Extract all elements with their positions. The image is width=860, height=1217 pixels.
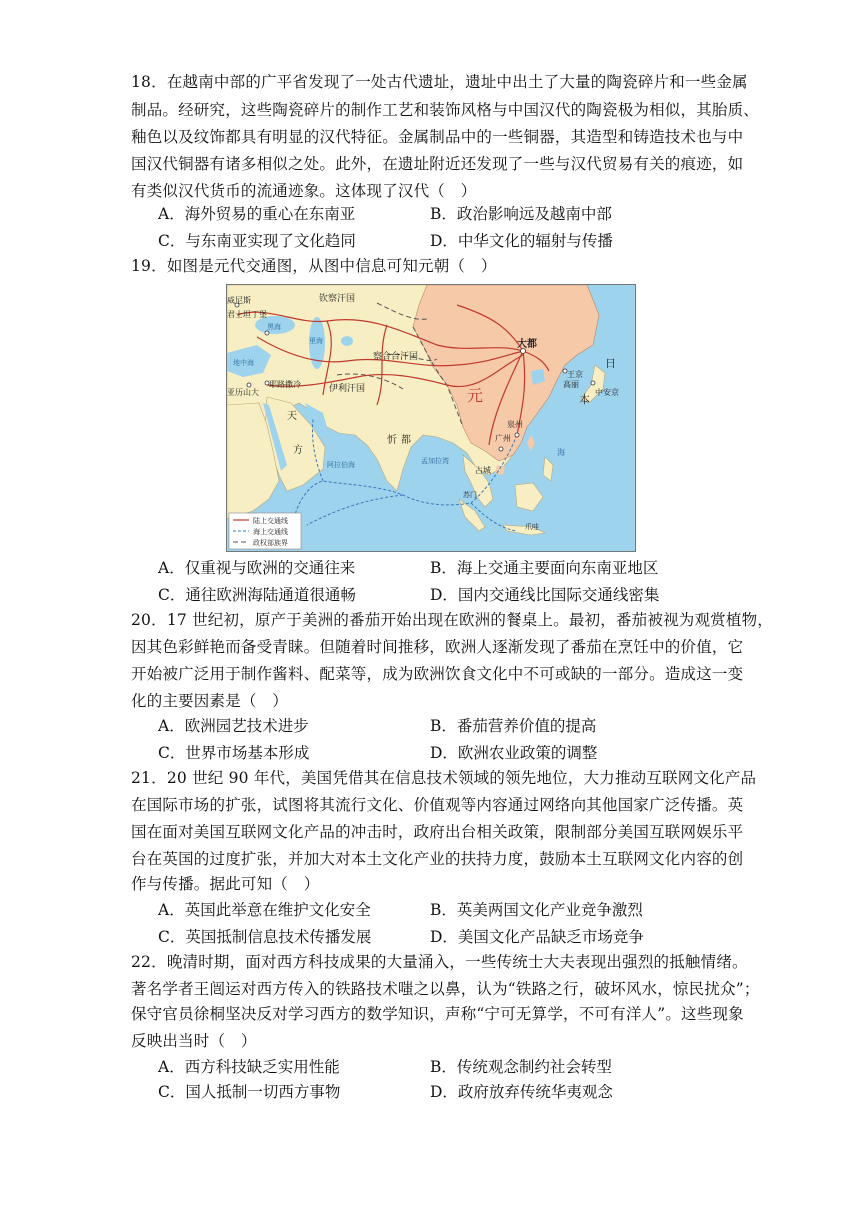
label-java: 爪哇 bbox=[525, 523, 539, 531]
label-japan-1: 日 bbox=[605, 357, 616, 370]
question-text-line: 反映出当时（ ） bbox=[131, 1032, 257, 1050]
label-india-1: 忻 bbox=[387, 435, 397, 446]
question-text-line: 20．17 世纪初，原产于美洲的番茄开始出现在欧洲的餐桌上。最初，番茄被视为观赏植物， bbox=[131, 611, 773, 629]
label-wangjing: 王京 bbox=[567, 370, 583, 379]
option-a[interactable]: A．西方科技缺乏实用性能 bbox=[158, 1058, 340, 1076]
label-black-sea: 黑海 bbox=[267, 323, 281, 331]
map-legend bbox=[229, 513, 301, 549]
option-d[interactable]: D．美国文化产品缺乏市场竞争 bbox=[430, 928, 644, 946]
label-chagatai: 察合台汗国 bbox=[373, 352, 419, 362]
label-constantinople: 君士坦丁堡 bbox=[227, 310, 267, 319]
legend-land-route: 陆上交通线 bbox=[253, 517, 288, 525]
question-text-line: 18．在越南中部的广平省发现了一处古代遗址，遗址中出土了大量的陶瓷碎片和一些金属 bbox=[131, 73, 748, 91]
option-c[interactable]: C．英国抵制信息技术传播发展 bbox=[158, 928, 372, 946]
label-india-2: 都 bbox=[401, 435, 411, 446]
label-bay-bengal: 孟加拉湾 bbox=[421, 457, 449, 465]
option-a[interactable]: A．海外贸易的重心在东南亚 bbox=[158, 205, 356, 223]
label-dadu: 大都 bbox=[517, 339, 537, 350]
question-text-line: 制品。经研究，这些陶瓷碎片的制作工艺和装饰风格与中国汉代的陶瓷极为相似，其胎质、 bbox=[131, 101, 760, 119]
label-guangzhou: 广州 bbox=[495, 434, 511, 443]
option-a[interactable]: A．英国此举意在维护文化安全 bbox=[158, 901, 371, 919]
question-text-line: 作与传播。据此可知（ ） bbox=[131, 875, 320, 893]
legend-sea-route: 海上交通线 bbox=[253, 528, 288, 536]
question-text-line: 22．晚清时期，面对西方科技成果的大量涌入，一些传统士大夫表现出强烈的抵触情绪。 bbox=[131, 953, 748, 971]
label-tianfang-1: 天 bbox=[287, 411, 297, 422]
label-kipchak: 钦察汗国 bbox=[319, 294, 356, 304]
question-text-line: 著名学者王闿运对西方传入的铁路技术嗤之以鼻，认为“铁路之行，破坏风水，惊民扰众”； bbox=[131, 980, 760, 998]
label-champa: 占城 bbox=[475, 466, 491, 475]
question-text-line: 在国际市场的扩张，试图将其流行文化、价值观等内容通过网络向其他国家广泛传播。英 bbox=[131, 796, 744, 814]
question-text-line: 21．20 世纪 90 年代，美国凭借其在信息技术领域的领先地位，大力推动互联网文化产品 bbox=[131, 769, 757, 787]
option-c[interactable]: C．通往欧洲海陆通道很通畅 bbox=[158, 586, 356, 604]
question-text-line: 化的主要因素是（ ） bbox=[131, 692, 289, 710]
question-text-line: 有类似汉代货币的流通迹象。这体现了汉代（ ） bbox=[131, 182, 477, 200]
label-yuan: 元 bbox=[467, 386, 484, 405]
label-korea: 高丽 bbox=[563, 380, 579, 389]
label-mediterranean: 地中海 bbox=[233, 359, 254, 367]
option-b[interactable]: B．英美两国文化产业竞争激烈 bbox=[430, 901, 643, 919]
question-text-line: 开始被广泛用于制作酱料、配菜等，成为欧洲饮食文化中不可或缺的一部分。造成这一变 bbox=[131, 665, 744, 683]
label-japan-2: 本 bbox=[579, 393, 590, 406]
option-d[interactable]: D．国内交通线比国际交通线密集 bbox=[430, 586, 660, 604]
option-b[interactable]: B．政治影响远及越南中部 bbox=[430, 205, 612, 223]
label-alexandria: 亚历山大 bbox=[227, 388, 259, 397]
label-nakakyo: 中安京 bbox=[595, 388, 619, 397]
question-text-line: 国汉代铜器有诸多相似之处。此外，在遗址附近还发现了一些与汉代贸易有关的痕迹，如 bbox=[131, 155, 744, 173]
option-d[interactable]: D．中华文化的辐射与传播 bbox=[430, 232, 613, 250]
question-text-line: 釉色以及纹饰都具有明显的汉代特征。金属制品中的一些铜器，其造型和铸造技术也与中 bbox=[131, 128, 744, 146]
option-a[interactable]: A．仅重视与欧洲的交通往来 bbox=[158, 559, 356, 577]
label-venice: 威尼斯 bbox=[227, 296, 251, 305]
label-quanzhou: 泉州 bbox=[507, 420, 523, 429]
aral-sea bbox=[341, 336, 353, 346]
question-text-line: 保守官员徐桐坚决反对学习西方的数学知识，声称“宁可无算学，不可有洋人”。这些现象 bbox=[131, 1005, 744, 1023]
option-c[interactable]: C．与东南亚实现了文化趋同 bbox=[158, 232, 356, 250]
label-sumatra: 苏门 bbox=[463, 491, 477, 499]
legend-border: 政权部族界 bbox=[253, 539, 288, 547]
label-sea: 海 bbox=[557, 448, 565, 457]
option-b[interactable]: B．海上交通主要面向东南亚地区 bbox=[430, 559, 659, 577]
option-b[interactable]: B．传统观念制约社会转型 bbox=[430, 1058, 612, 1076]
option-c[interactable]: C．世界市场基本形成 bbox=[158, 744, 310, 762]
label-caspian: 里海 bbox=[309, 337, 323, 345]
option-c[interactable]: C．国人抵制一切西方事物 bbox=[158, 1083, 341, 1101]
label-tianfang-2: 方 bbox=[293, 445, 303, 456]
label-arabian-sea: 阿拉伯海 bbox=[327, 461, 355, 469]
question-text-line: 国在面对美国互联网文化产品的冲击时，政府出台相关政策，限制部分美国互联网娱乐平 bbox=[131, 823, 744, 841]
yuan-transport-map bbox=[226, 284, 636, 552]
label-ilkhanate: 伊利汗国 bbox=[329, 384, 366, 394]
option-d[interactable]: D．欧洲农业政策的调整 bbox=[430, 744, 598, 762]
label-jerusalem: 耶路撒冷 bbox=[269, 380, 301, 389]
question-text-line: 19．如图是元代交通图，从图中信息可知元朝（ ） bbox=[131, 257, 497, 275]
question-text-line: 台在英国的过度扩张，并加大对本土文化产业的扶持力度，鼓励本土互联网文化内容的创 bbox=[131, 850, 744, 868]
question-text-line: 因其色彩鲜艳而备受青睐。但随着时间推移，欧洲人逐渐发现了番茄在烹饪中的价值，它 bbox=[131, 638, 744, 656]
option-b[interactable]: B．番茄营养价值的提高 bbox=[430, 717, 597, 735]
option-a[interactable]: A．欧洲园艺技术进步 bbox=[158, 717, 309, 735]
option-d[interactable]: D．政府放弃传统华夷观念 bbox=[430, 1083, 613, 1101]
